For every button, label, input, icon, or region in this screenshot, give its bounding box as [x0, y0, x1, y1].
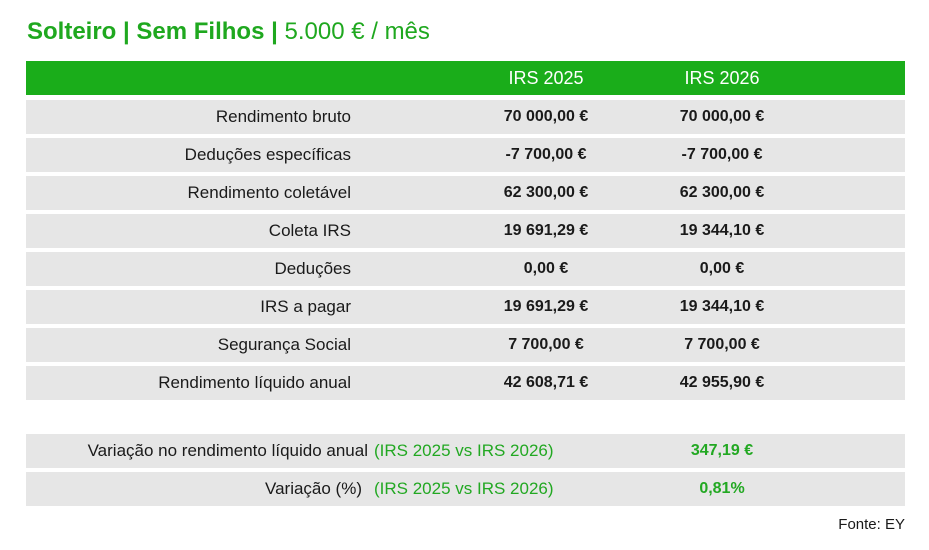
row-label: Rendimento líquido anual [158, 373, 351, 392]
row-label: Coleta IRS [268, 221, 351, 240]
table-row [26, 138, 905, 172]
variation-label: Variação (%) [265, 479, 362, 498]
row-label: IRS a pagar [260, 297, 351, 316]
value-irs-2026: 42 955,90 € [679, 374, 765, 391]
value-irs-2025: 70 000,00 € [503, 108, 589, 125]
variation-label: Variação no rendimento líquido anual [87, 441, 368, 460]
value-irs-2026: 70 000,00 € [679, 108, 765, 125]
row-label: Deduções específicas [184, 145, 351, 164]
row-label: Rendimento coletável [187, 183, 351, 202]
value-irs-2026: 19 344,10 € [679, 298, 765, 315]
title-income: 5.000 € / mês [284, 18, 430, 45]
value-irs-2025: -7 700,00 € [505, 146, 587, 163]
value-irs-2026: 62 300,00 € [679, 184, 765, 201]
value-irs-2025: 7 700,00 € [508, 336, 584, 353]
table-row [26, 214, 905, 248]
table-row [26, 290, 905, 324]
variation-row-percent [26, 472, 905, 506]
table-row [26, 366, 905, 400]
value-irs-2025: 42 608,71 € [503, 374, 589, 391]
row-label: Rendimento bruto [215, 107, 351, 126]
value-irs-2026: 0,00 € [699, 260, 745, 277]
column-header-irs-2025: IRS 2025 [508, 68, 584, 88]
source-note: Fonte: EY [838, 516, 905, 533]
row-label: Deduções [274, 259, 351, 278]
value-irs-2025: 19 691,29 € [503, 298, 589, 315]
variation-value: 0,81% [699, 480, 745, 497]
table-row [26, 176, 905, 210]
table-row [26, 252, 905, 286]
variation-note: (IRS 2025 vs IRS 2026) [374, 441, 554, 460]
value-irs-2025: 62 300,00 € [503, 184, 589, 201]
table-row [26, 328, 905, 362]
value-irs-2026: 7 700,00 € [684, 336, 760, 353]
variation-value: 347,19 € [690, 442, 754, 459]
title-profile: Solteiro | Sem Filhos | [27, 18, 278, 45]
value-irs-2026: 19 344,10 € [679, 222, 765, 239]
column-header-irs-2026: IRS 2026 [684, 68, 760, 88]
table-header [26, 61, 905, 95]
page-title [27, 18, 430, 46]
variation-row-absolute [26, 434, 905, 468]
value-irs-2026: -7 700,00 € [681, 146, 763, 163]
row-label: Segurança Social [217, 335, 351, 354]
variation-note: (IRS 2025 vs IRS 2026) [374, 479, 554, 498]
table-row [26, 100, 905, 134]
value-irs-2025: 19 691,29 € [503, 222, 589, 239]
value-irs-2025: 0,00 € [523, 260, 569, 277]
